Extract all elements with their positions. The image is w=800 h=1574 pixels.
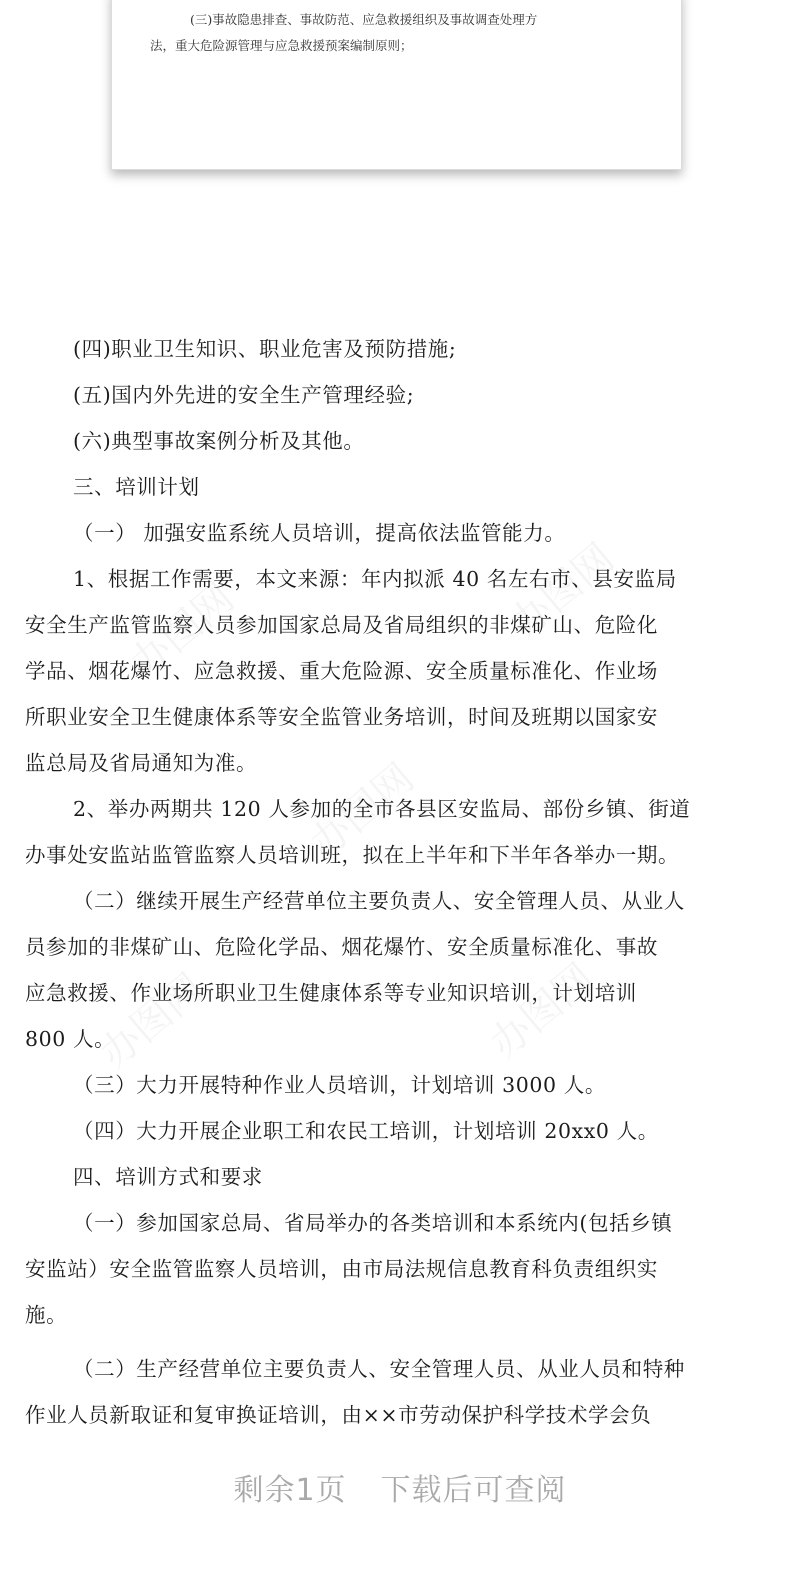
preview-line-1: (三)事故隐患排查、事故防范、应急救援组织及事故调查处理方 bbox=[190, 12, 538, 27]
text-line: 作业人员新取证和复审换证培训，由××市劳动保护科学技术学会负 bbox=[25, 1403, 652, 1427]
text-line: 1、根据工作需要，本文来源：年内拟派 40 名左右市、县安监局 bbox=[73, 567, 677, 591]
text-line: （二）生产经营单位主要负责人、安全管理人员、从业人员和特种 bbox=[73, 1357, 685, 1381]
text-line: （一） 加强安监系统人员培训，提高依法监管能力。 bbox=[73, 521, 566, 545]
text-line: 办事处安监站监管监察人员培训班，拟在上半年和下半年各举办一期。 bbox=[25, 843, 680, 867]
text-line: 施。 bbox=[25, 1303, 68, 1327]
text-line: (六)典型事故案例分析及其他。 bbox=[73, 429, 365, 453]
remaining-pages-label[interactable]: 剩余1页 bbox=[233, 1473, 347, 1508]
section-heading: 三、培训计划 bbox=[73, 475, 200, 499]
text-line: 监总局及省局通知为准。 bbox=[25, 751, 258, 775]
text-line: 所职业安全卫生健康体系等安全监管业务培训，时间及班期以国家安 bbox=[25, 705, 658, 729]
text-line: （二）继续开展生产经营单位主要负责人、安全管理人员、从业人 bbox=[73, 889, 685, 913]
text-line: 应急救援、作业场所职业卫生健康体系等专业知识培训，计划培训 bbox=[25, 981, 637, 1005]
text-line: 800 人。 bbox=[25, 1027, 116, 1051]
text-line: 安全生产监管监察人员参加国家总局及省局组织的非煤矿山、危险化 bbox=[25, 613, 658, 637]
text-line: 安监站）安全监管监察人员培训，由市局法规信息教育科负责组织实 bbox=[25, 1257, 658, 1281]
text-line: 学品、烟花爆竹、应急救援、重大危险源、安全质量标准化、作业场 bbox=[25, 659, 658, 683]
preview-line-2: 法，重大危险源管理与应急救援预案编制原则； bbox=[150, 38, 413, 53]
preview-page-card bbox=[111, 0, 682, 170]
preview-card-text bbox=[150, 7, 660, 59]
download-prompt[interactable] bbox=[0, 1466, 800, 1516]
text-line: （四）大力开展企业职工和农民工培训，计划培训 20xx0 人。 bbox=[73, 1119, 659, 1143]
text-line: 2、举办两期共 120 人参加的全市各县区安监局、部份乡镇、街道 bbox=[73, 797, 691, 821]
document-body bbox=[25, 326, 795, 1438]
text-line: (五)国内外先进的安全生产管理经验; bbox=[73, 383, 415, 407]
text-line: 员参加的非煤矿山、危险化学品、烟花爆竹、安全质量标准化、事故 bbox=[25, 935, 658, 959]
download-to-view-label[interactable]: 下载后可查阅 bbox=[380, 1473, 567, 1508]
section-heading: 四、培训方式和要求 bbox=[73, 1165, 263, 1189]
text-line: （一）参加国家总局、省局举办的各类培训和本系统内(包括乡镇 bbox=[73, 1211, 673, 1235]
text-line: (四)职业卫生知识、职业危害及预防措施; bbox=[73, 337, 457, 361]
text-line: （三）大力开展特种作业人员培训，计划培训 3000 人。 bbox=[73, 1073, 607, 1097]
